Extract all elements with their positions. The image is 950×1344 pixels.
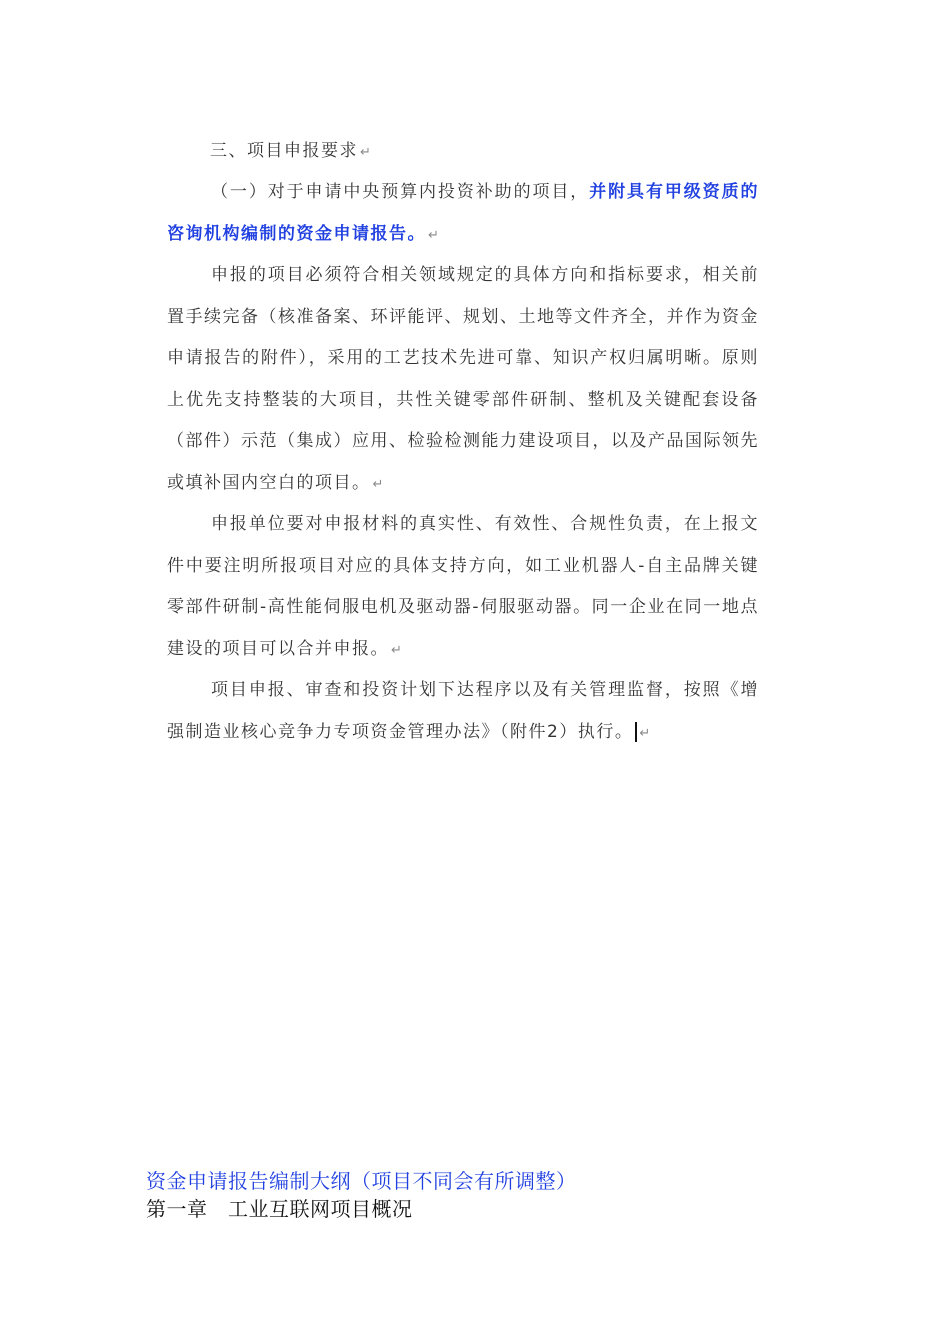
paragraph-mark: ↵: [372, 476, 385, 492]
chapter-1-title: 第一章 工业互联网项目概况: [146, 1197, 413, 1221]
paragraph-mark: ↵: [428, 227, 441, 243]
section-heading-text: 三、项目申报要求: [210, 141, 358, 161]
paragraph-3: [167, 504, 759, 671]
paragraph-4: [167, 670, 759, 754]
paragraph-1-text: （一）对于申请中央预算内投资补助的项目，: [211, 182, 590, 202]
paragraph-4-text: 项目申报、审查和投资计划下达程序以及有关管理监督，按照《增强制造业核心竞争力专项资金管理办法》（附件2）执行。: [167, 680, 759, 742]
text-cursor: [635, 722, 637, 742]
outline-title: 资金申请报告编制大纲（项目不同会有所调整）: [146, 1169, 577, 1193]
paragraph-3-text: 申报单位要对申报材料的真实性、有效性、合规性负责，在上报文件中要注明所报项目对应的具体支持方向，如工业机器人-自主品牌关键零部件研制-高性能伺服电机及驱动器-伺服驱动器。同一企业在同一地点建设的项目可以合并申报。: [167, 514, 759, 659]
paragraph-2-text: 申报的项目必须符合相关领域规定的具体方向和指标要求，相关前置手续完备（核准备案、环评能评、规划、土地等文件齐全，并作为资金申请报告的附件），采用的工艺技术先进可靠、知识产权归属明晰。原则上优先支持整装的大项目，共性关键零部件研制、整机及关键配套设备（部件）示范（集成）应用、检验检测能力建设项目，以及产品国际领先或填补国内空白的项目。: [167, 265, 759, 493]
paragraph-mark: ↵: [360, 145, 373, 160]
paragraph-1: [167, 172, 759, 256]
paragraph-mark: ↵: [391, 642, 404, 658]
paragraph-mark: ↵: [639, 725, 652, 741]
paragraph-1-highlight: 并附具有甲级资质的咨询机构编制的资金申请报告。: [167, 182, 760, 244]
section-heading: [210, 131, 802, 173]
paragraph-2: [167, 255, 759, 505]
